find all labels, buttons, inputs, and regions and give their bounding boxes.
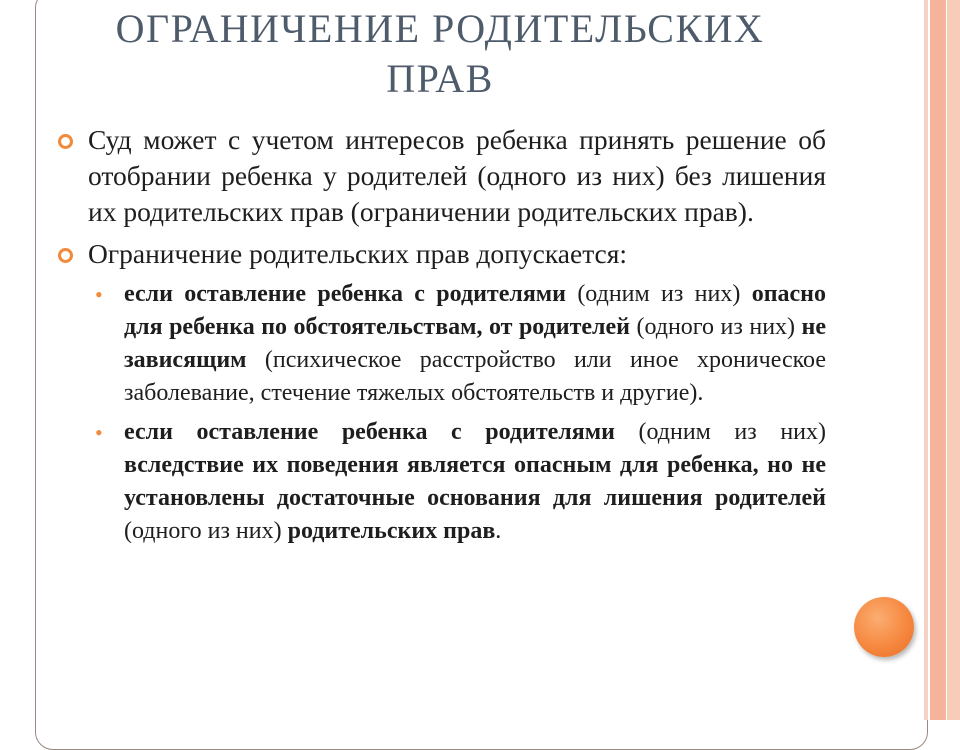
sub1-text-2: (одного из них): [629, 314, 802, 340]
sub1-bold-2: опасно для ребенка по обстоятельствам, от родителей: [124, 281, 826, 340]
stripe-wide: [930, 0, 946, 720]
bullet-paragraph-1: [56, 122, 826, 230]
decorative-stripes: [924, 0, 960, 720]
dot-bullet-icon: •: [95, 282, 103, 307]
title-line-2: ПРАВ: [386, 56, 494, 101]
slide-title: [60, 4, 820, 104]
bullet-paragraph-2: [56, 236, 826, 272]
sub2-text-3: .: [495, 518, 502, 544]
sub1-bold-1: если оставление ребенка с родителями: [124, 281, 566, 307]
stripe-thin: [924, 0, 928, 720]
sub1-bold-3: не зависящим: [124, 314, 827, 373]
slide-body: [56, 122, 826, 554]
title-line-1: ОГРАНИЧЕНИЕ РОДИТЕЛЬСКИХ: [115, 6, 765, 51]
sub2-bold-1: если оставление ребенка с родителями: [124, 419, 615, 445]
sub1-text-3: (психическое расстройство или иное хроническое заболевание, стечение тяжелых обстоятельств и другие).: [124, 347, 826, 406]
paragraph-1-text: Суд может с учетом интересов ребенка принять решение об отобрании ребенка у родителей (одного из них) без лишения их родительских прав (ограничении родительских прав).: [88, 124, 826, 227]
sub-bullet-2: [56, 416, 826, 548]
paragraph-2-text: Ограничение родительских прав допускается:: [88, 238, 628, 269]
ring-bullet-icon: [58, 134, 73, 149]
sub2-text-1: (одним из них): [614, 419, 826, 445]
ring-bullet-icon: [58, 248, 73, 263]
dot-bullet-icon: •: [95, 420, 103, 445]
sub-bullet-1: [56, 278, 826, 410]
sub2-bold-2: вследствие их поведения является опасным для ребенка, но не установлены достаточные основания для лишения родителей: [124, 452, 826, 511]
sub2-text-2: (одного из них): [124, 518, 288, 544]
orange-circle-ornament: [854, 597, 914, 657]
stripe-light: [947, 0, 960, 720]
sub2-bold-3: родительских прав: [287, 518, 496, 544]
sub1-text-1: (одним из них): [565, 281, 752, 307]
